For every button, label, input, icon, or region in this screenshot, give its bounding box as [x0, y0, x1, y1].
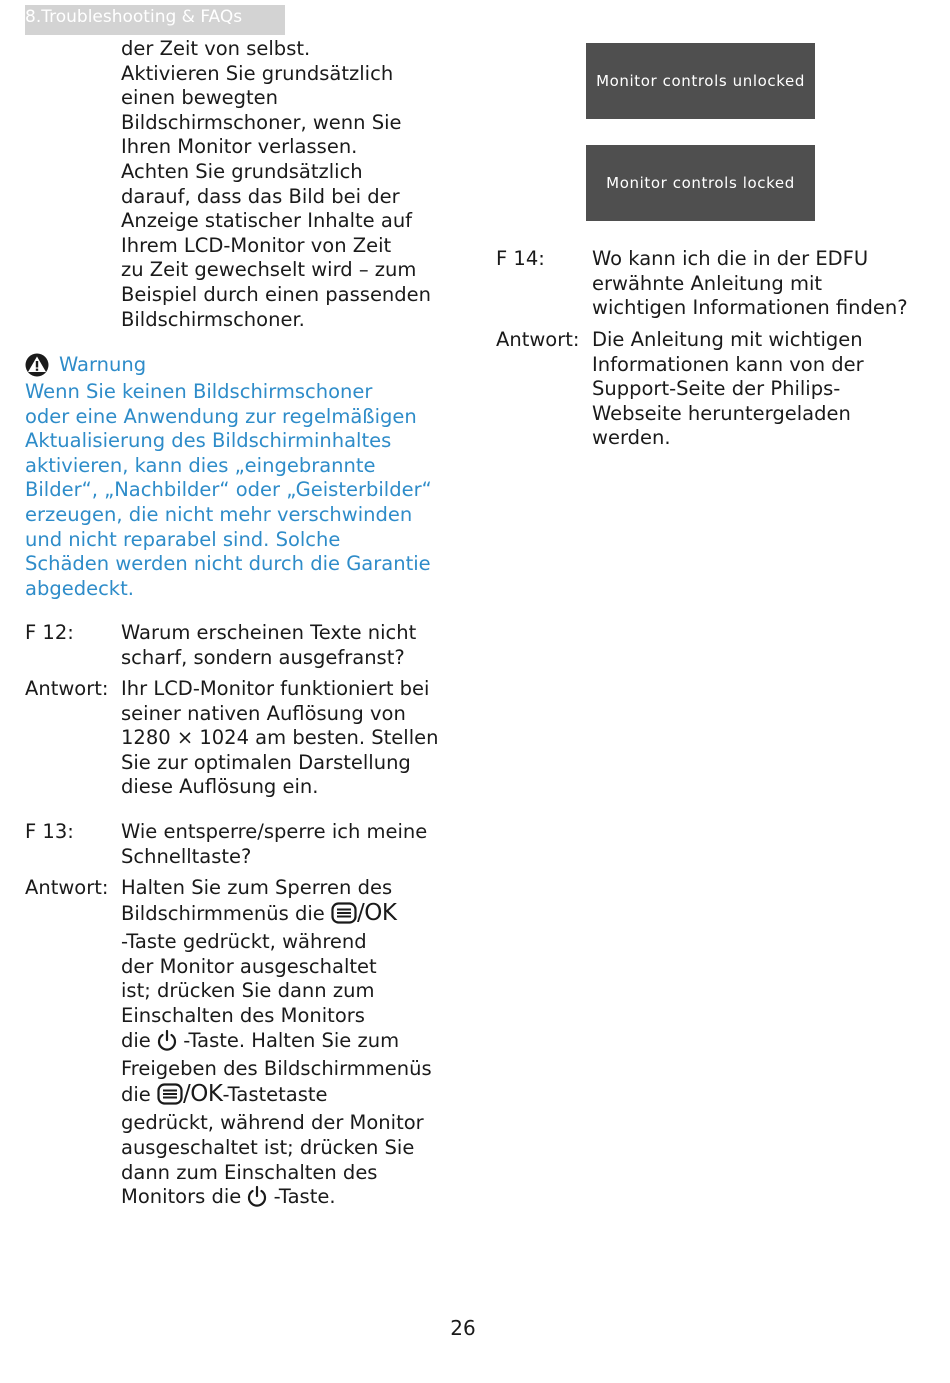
- warning-text: [25, 380, 432, 601]
- text-line: Wo kann ich die in der EDFU: [592, 247, 869, 270]
- menu-icon: [331, 902, 357, 931]
- text-line: zu Zeit gewechselt wird – zum: [121, 258, 417, 282]
- text-line: wichtigen Informationen finden?: [592, 296, 908, 320]
- text-line: Ihren Monitor verlassen.: [121, 135, 358, 159]
- power-icon: [157, 1029, 177, 1058]
- text-line: Die Anleitung mit wichtigen: [592, 328, 863, 351]
- text-line: dann zum Einschalten des: [121, 1160, 378, 1184]
- ok-key-label: /OK: [356, 899, 397, 926]
- answer-label: Antwort:: [25, 677, 109, 700]
- text-line: Bilder“, „Nachbilder“ oder „Geisterbilder“: [25, 478, 432, 502]
- osd-unlocked-message: Monitor controls unlocked: [586, 43, 815, 119]
- text-line: Wie entsperre/sperre ich meine: [121, 820, 428, 843]
- text-line: Ihrem LCD-Monitor von Zeit: [121, 233, 392, 257]
- text-line: abgedeckt.: [25, 576, 134, 600]
- osd-locked-message: Monitor controls locked: [586, 145, 815, 221]
- answer-text: [121, 876, 432, 1214]
- text-line: Bildschirmschoner.: [121, 307, 305, 331]
- text-fragment: -Taste. Halten Sie zum: [177, 1028, 400, 1052]
- text-fragment: die: [121, 1028, 157, 1052]
- warning-heading: [25, 353, 146, 378]
- text-fragment: -Tastetaste: [222, 1082, 328, 1106]
- text-line: und nicht reparabel sind. Solche: [25, 527, 341, 551]
- text-line: [121, 1029, 432, 1058]
- text-line: erwähnte Anleitung mit: [592, 271, 823, 295]
- text-line: gedrückt, während der Monitor: [121, 1111, 424, 1135]
- answer-text: [121, 677, 438, 800]
- question-label: F 13:: [25, 820, 74, 843]
- text-line: einen bewegten: [121, 86, 279, 110]
- text-line: Wenn Sie keinen Bildschirmschoner: [25, 380, 373, 403]
- text-line: darauf, dass das Bild bei der: [121, 184, 400, 208]
- text-line: Aktivieren Sie grundsätzlich: [121, 61, 394, 85]
- question-text: [121, 621, 416, 670]
- faq-answer-14: [496, 328, 864, 451]
- text-line: Achten Sie grundsätzlich: [121, 159, 363, 183]
- text-line: Sie zur optimalen Darstellung: [121, 750, 411, 774]
- ok-key-label: /OK: [183, 1080, 223, 1107]
- faq-question-12: [25, 621, 416, 670]
- question-text: [121, 820, 427, 869]
- text-line: Aktualisierung des Bildschirminhaltes: [25, 429, 392, 453]
- page-number: 26: [450, 1316, 476, 1340]
- section-header: 8.Troubleshooting & FAQs: [25, 5, 285, 35]
- faq-answer-13: [25, 876, 432, 1214]
- text-line: aktivieren, kann dies „eingebrannte: [25, 453, 376, 477]
- question-label: F 14:: [496, 247, 545, 270]
- faq-question-14: [496, 247, 908, 321]
- text-line: erzeugen, die nicht mehr verschwinden: [25, 502, 413, 526]
- warning-title: Warnung: [59, 353, 147, 376]
- text-line: Schäden werden nicht durch die Garantie: [25, 552, 431, 576]
- text-line: [121, 1185, 432, 1214]
- text-line: diese Auflösung ein.: [121, 775, 319, 799]
- menu-icon: [157, 1083, 183, 1112]
- text-line: Schnelltaste?: [121, 844, 252, 868]
- text-line: werden.: [592, 426, 671, 450]
- text-fragment: -Taste.: [267, 1185, 336, 1209]
- text-line: -Taste gedrückt, während: [121, 930, 367, 954]
- text-fragment: die: [121, 1082, 157, 1106]
- text-line: scharf, sondern ausgefranst?: [121, 645, 405, 669]
- text-line: oder eine Anwendung zur regelmäßigen: [25, 404, 417, 428]
- text-fragment: Bildschirmmenüs die: [121, 901, 331, 925]
- text-line: Support-Seite der Philips-: [592, 377, 841, 401]
- text-fragment: Monitors die: [121, 1185, 248, 1209]
- text-line: Halten Sie zum Sperren des: [121, 876, 393, 899]
- text-line: Anzeige statischer Inhalte auf: [121, 209, 413, 233]
- question-label: F 12:: [25, 621, 74, 644]
- text-line: Einschalten des Monitors: [121, 1003, 365, 1027]
- warning-triangle-icon: [25, 353, 49, 377]
- text-line: seiner nativen Auflösung von: [121, 701, 406, 725]
- intro-paragraph: [121, 37, 431, 332]
- text-line: Ihr LCD-Monitor funktioniert bei: [121, 677, 430, 700]
- text-line: der Zeit von selbst.: [121, 37, 311, 60]
- text-line: Webseite heruntergeladen: [592, 401, 851, 425]
- text-line: 1280 × 1024 am besten. Stellen: [121, 726, 439, 750]
- power-icon: [247, 1185, 267, 1214]
- text-line: Freigeben des Bildschirmmenüs: [121, 1057, 432, 1081]
- text-line: Warum erscheinen Texte nicht: [121, 621, 417, 644]
- answer-text: [592, 328, 864, 451]
- faq-question-13: [25, 820, 427, 869]
- text-line: ausgeschaltet ist; drücken Sie: [121, 1135, 415, 1159]
- text-line: [121, 901, 432, 931]
- text-line: [121, 1082, 432, 1112]
- text-line: ist; drücken Sie dann zum: [121, 979, 375, 1003]
- text-line: Beispiel durch einen passenden: [121, 282, 432, 306]
- faq-answer-12: [25, 677, 438, 800]
- text-line: Informationen kann von der: [592, 352, 864, 376]
- text-line: der Monitor ausgeschaltet: [121, 954, 377, 978]
- question-text: [592, 247, 908, 321]
- answer-label: Antwort:: [496, 328, 580, 351]
- answer-label: Antwort:: [25, 876, 109, 899]
- text-line: Bildschirmschoner, wenn Sie: [121, 110, 402, 134]
